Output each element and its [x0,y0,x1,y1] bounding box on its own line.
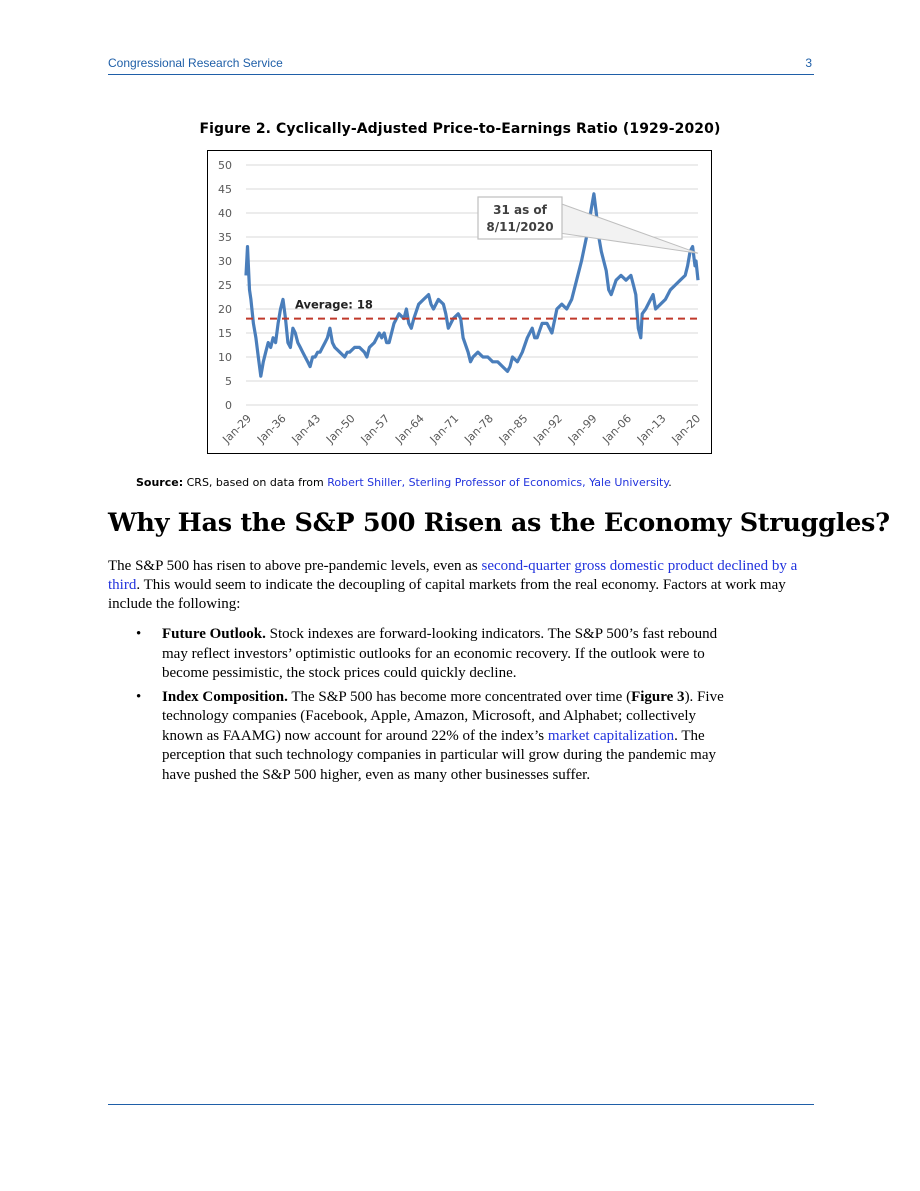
y-tick-label: 25 [218,279,232,292]
header-rule [108,74,814,75]
gdp-link[interactable]: second-quarter gross domestic product declined by a third [108,558,798,593]
x-tick-label: Jan-57 [358,411,393,446]
cape-chart [208,151,711,453]
source-end: . [668,476,672,489]
list-item [136,688,736,786]
y-tick-label: 30 [218,255,232,268]
bullet-title: Index Composition. [162,688,288,705]
source-label: Source: [136,476,184,489]
x-tick-label: Jan-92 [531,411,565,446]
source-text: CRS, based on data from [186,476,324,489]
annotation-line1: 31 as of [493,203,547,217]
x-tick-label: Jan-36 [254,411,289,446]
bullet-text-post: . The perception that such technology companies in particular will grow during the pandemic may have pushed the S&P 500 higher, even as many other businesses suffer. [162,727,717,783]
x-tick-label: Jan-71 [427,411,462,446]
x-tick-label: Jan-20 [669,411,704,446]
bullet-text-mid: ). Five technology companies (Facebook, Apple, Amazon, Microsoft, and Alphabet; collectively known as FAAMG) now account for around 22% of the index’s [162,688,724,744]
header-org: Congressional Research Service [108,56,283,70]
footer-rule [108,1104,814,1105]
y-tick-label: 5 [225,375,232,388]
bullet-title: Future Outlook. [162,626,266,642]
annotation-line2: 8/11/2020 [486,220,554,234]
y-tick-label: 0 [225,399,232,412]
x-tick-label: Jan-43 [289,411,324,446]
x-tick-label: Jan-78 [462,411,496,446]
bullet-text: Stock indexes are forward-looking indicators. The S&P 500’s fast rebound may reflect investors’ optimistic outlooks for an economic recovery. If the outlook were to become pessimistic, the stock prices could quickly decline. [162,626,718,681]
y-tick-label: 15 [218,327,232,340]
x-tick-label: Jan-29 [220,411,255,446]
y-tick-label: 35 [218,231,232,244]
chart-frame [207,150,712,454]
para-text-post: . This would seem to indicate the decoupling of capital markets from the real economy. Factors at work may include the following: [108,577,786,612]
figure-source [136,476,672,489]
x-tick-label: Jan-13 [634,411,669,446]
market-cap-link[interactable]: market capitalization [547,727,675,744]
bullet-icon: • [136,626,142,642]
y-tick-label: 45 [218,183,232,196]
y-tick-label: 10 [218,351,232,364]
y-tick-label: 50 [218,159,232,172]
intro-paragraph [108,557,820,614]
y-tick-label: 40 [218,207,232,220]
para-text-pre: The S&P 500 has risen to above pre-pandemic levels, even as [108,558,482,574]
section-heading: Why Has the S&P 500 Risen as the Economy Struggles? [108,508,890,538]
x-tick-label: Jan-99 [565,411,600,446]
annotation-pointer [559,203,698,253]
figure-title: Figure 2. Cyclically-Adjusted Price-to-Earnings Ratio (1929-2020) [199,121,721,137]
source-link[interactable]: Robert Shiller, Sterling Professor of Economics, Yale University [327,476,669,489]
bullet-icon: • [136,688,142,705]
x-tick-label: Jan-64 [392,411,427,446]
x-tick-label: Jan-85 [496,411,531,446]
x-tick-label: Jan-50 [323,411,358,446]
page-number: 3 [805,56,812,70]
figure-ref: Figure 3 [631,688,685,705]
list-item [136,625,736,684]
bullet-text-pre: The S&P 500 has become more concentrated over time ( [287,688,632,705]
average-label: Average: 18 [295,297,373,312]
factor-list [136,625,736,789]
y-tick-label: 20 [218,303,232,316]
x-tick-label: Jan-06 [600,411,635,446]
